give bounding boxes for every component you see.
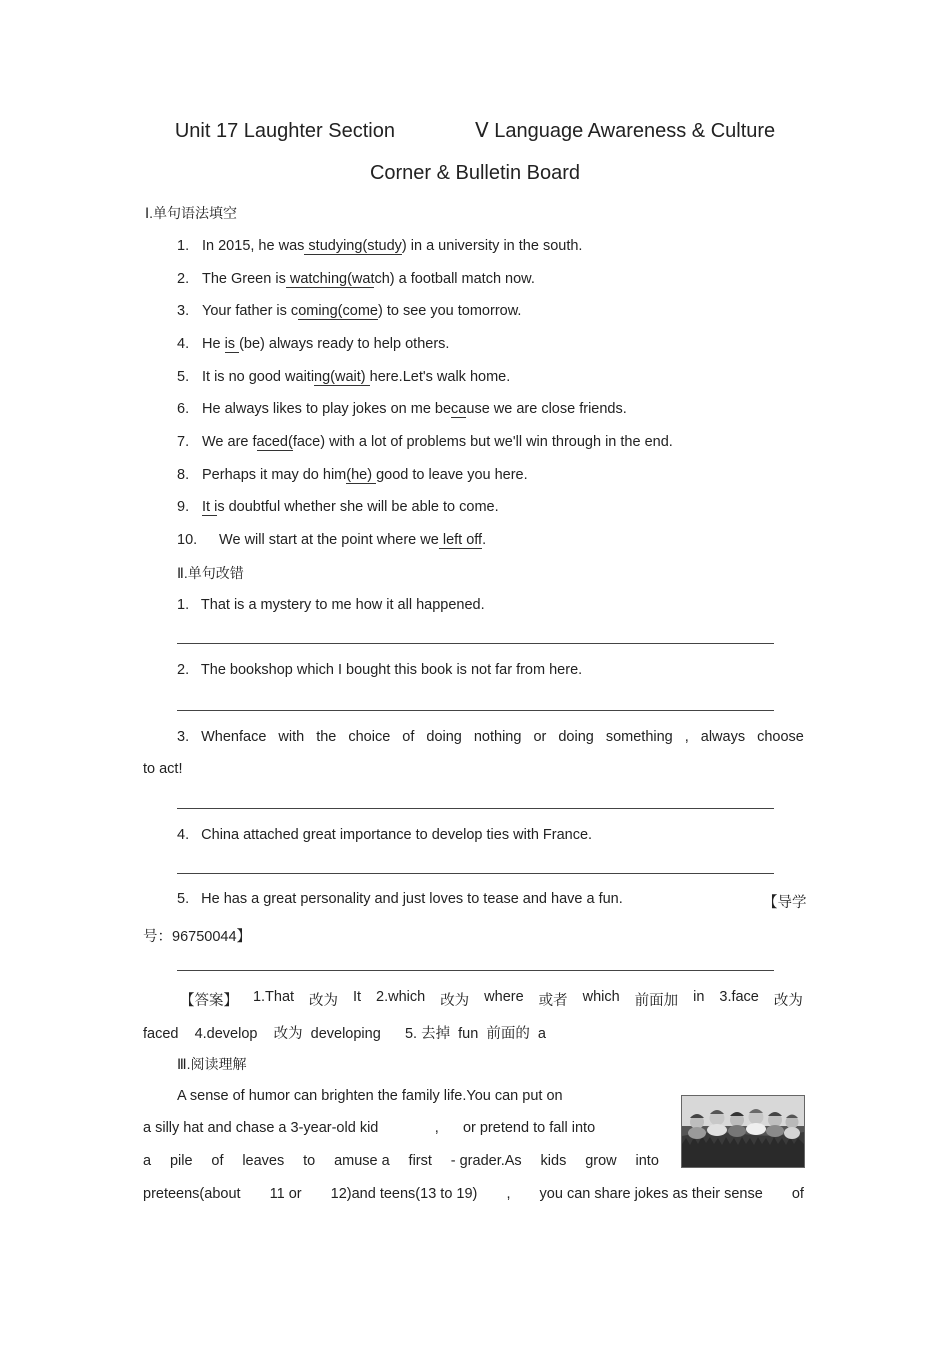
reading-word: - grader.As — [450, 1153, 522, 1169]
item-text: He always likes to play jokes on me be — [202, 401, 452, 417]
answer-key-word: 2.which — [376, 989, 426, 1005]
item-text: face) with a lot of problems but we'll win through in the end. — [292, 434, 673, 450]
q3-word: with — [278, 729, 305, 745]
q3-word: always — [700, 729, 746, 745]
q3-word: Whenface — [201, 729, 267, 745]
answer-key-line1 — [180, 989, 803, 1010]
reading-word: kids — [540, 1153, 567, 1169]
q3-word: , — [684, 729, 689, 745]
reading-word: amuse a — [334, 1153, 390, 1169]
item-number: 7. — [177, 434, 190, 450]
reading-word: first — [408, 1153, 432, 1169]
reading-word: 11 or — [269, 1186, 302, 1202]
q3-word: choice — [348, 729, 391, 745]
error-question-3 — [177, 729, 804, 745]
document-title-line2: Corner & Bulletin Board — [369, 162, 581, 184]
item-text: We are f — [202, 434, 257, 450]
reading-word: you can share jokes as their sense — [539, 1186, 763, 1202]
item-text: It is no good waiti — [202, 369, 315, 385]
item-number: 1. — [177, 238, 190, 254]
item-text: use we are close friends. — [466, 401, 627, 417]
q3-word: of — [402, 729, 415, 745]
q3-word: the — [316, 729, 337, 745]
error-question-5: 5. He has a great personality and just loves to tease and have a fun. — [177, 891, 623, 907]
error-question-2: 2. The bookshop which I bought this book is not far from here. — [177, 662, 583, 678]
q3-word: something — [605, 729, 673, 745]
item-text: good to leave you here. — [376, 467, 528, 483]
item-number: 4. — [177, 336, 190, 352]
answer-key-word: 改为 — [773, 993, 803, 1009]
item-answer: is — [224, 336, 240, 352]
item-number: 8. — [177, 467, 190, 483]
grammar-item-5 — [177, 369, 510, 385]
children-on-grass-photo — [681, 1095, 805, 1168]
item-text: ch) a football match now. — [374, 271, 535, 287]
section2-heading: Ⅱ.单句改错 — [177, 565, 244, 581]
item-text: (be) always ready to help others. — [239, 336, 450, 352]
item-answer: (he) — [346, 467, 377, 483]
answer-blank-3[interactable] — [177, 808, 774, 809]
reading-word: into — [635, 1153, 659, 1169]
reading-word: leaves — [242, 1153, 285, 1169]
answer-key-word: 前面加 — [634, 993, 679, 1009]
reading-line-4 — [143, 1186, 804, 1202]
q3-word: choose — [757, 729, 804, 745]
item-answer: left off — [438, 532, 483, 548]
q3-word: doing — [426, 729, 462, 745]
reading-line-3 — [143, 1153, 659, 1169]
reading-word: grow — [585, 1153, 617, 1169]
reading-word: to — [303, 1153, 316, 1169]
reading-word: pile — [169, 1153, 193, 1169]
grammar-item-6 — [177, 401, 627, 417]
answer-key-word: It — [353, 989, 362, 1005]
answer-key-word: 3.face — [719, 989, 759, 1005]
grammar-item-10 — [177, 532, 486, 548]
study-number-tag: 【导学 — [763, 895, 807, 911]
item-number: 2. — [177, 271, 190, 287]
answer-key-word: which — [582, 989, 620, 1005]
grammar-item-3 — [177, 303, 521, 319]
section3-heading: Ⅲ.阅读理解 — [177, 1056, 247, 1072]
reading-word: of — [211, 1153, 224, 1169]
answer-blank-4[interactable] — [177, 873, 774, 874]
item-text: ) to see you tomorrow. — [377, 303, 522, 319]
item-text: here.Let's walk home. — [369, 369, 511, 385]
item-text: We will start at the point where we — [211, 532, 439, 548]
reading-word: a — [143, 1153, 152, 1169]
item-number: 9. — [177, 499, 190, 515]
item-text: Your father is c — [202, 303, 299, 319]
q3-word: doing — [558, 729, 594, 745]
item-answer: oming(come — [298, 303, 378, 319]
answer-key-word: 【答案】 — [180, 993, 238, 1009]
error-question-1: 1. That is a mystery to me how it all happened. — [177, 597, 485, 613]
item-text: ) in a university in the south. — [401, 238, 583, 254]
reading-line-2: a silly hat and chase a 3-year-old kid , or pretend to fall into — [143, 1120, 596, 1136]
title-left: Unit 17 Laughter Section — [174, 120, 395, 142]
reading-word: of — [791, 1186, 804, 1202]
answer-key-word: in — [693, 989, 705, 1005]
item-number: 3. — [177, 303, 190, 319]
error-question-4: 4. China attached great importance to develop ties with France. — [177, 827, 593, 843]
grammar-item-9 — [177, 499, 499, 515]
item-number: 6. — [177, 401, 190, 417]
item-answer: It i — [202, 499, 218, 515]
item-text: Perhaps it may do him — [202, 467, 347, 483]
item-answer: ng(wait) — [314, 369, 370, 385]
children-photo-illustration — [682, 1096, 804, 1167]
grammar-item-7 — [177, 434, 673, 450]
answer-key-word: where — [484, 989, 524, 1005]
reading-word: , — [506, 1186, 511, 1202]
grammar-item-8 — [177, 467, 528, 483]
q3-word: 3. — [177, 729, 190, 745]
item-text: In 2015, he was — [202, 238, 305, 254]
answer-key-line2: faced 4.develop 改为 developing 5. 去掉 fun 前面的 a — [143, 1026, 546, 1042]
answer-key-word: 1.That — [252, 989, 295, 1005]
answer-blank-2[interactable] — [177, 710, 774, 711]
item-text: The Green is — [202, 271, 286, 287]
item-number: 10. — [177, 532, 198, 548]
grammar-item-4 — [177, 336, 449, 352]
item-answer: watching(wat — [285, 271, 375, 287]
section1-heading: Ⅰ.单句语法填空 — [145, 205, 238, 221]
reading-word: 12)and teens(13 to 19) — [330, 1186, 478, 1202]
answer-key-word: 改为 — [440, 993, 470, 1009]
error-question-3-continued: to act! — [143, 761, 183, 777]
reading-word: preteens(about — [143, 1186, 241, 1202]
q3-word: nothing — [473, 729, 522, 745]
study-number: 号：96750044】 — [143, 929, 252, 945]
answer-blank-1[interactable] — [177, 643, 774, 644]
item-text: . — [482, 532, 487, 548]
reading-line-1: A sense of humor can brighten the family life.You can put on — [177, 1088, 563, 1104]
answer-key-word: 或者 — [538, 993, 568, 1009]
item-text: s doubtful whether she will be able to come. — [217, 499, 499, 515]
item-number: 5. — [177, 369, 190, 385]
item-answer: studying(study — [304, 238, 402, 254]
answer-blank-5[interactable] — [177, 970, 774, 971]
grammar-item-2 — [177, 271, 535, 287]
item-answer: aced( — [256, 434, 293, 450]
grammar-item-1 — [177, 238, 582, 254]
document-title-line1 — [0, 118, 950, 143]
title-right: Ⅴ Language Awareness & Culture — [474, 120, 776, 142]
answer-key-word: 改为 — [309, 993, 339, 1009]
item-answer: ca — [451, 401, 467, 417]
item-text: He — [202, 336, 225, 352]
q3-word: or — [533, 729, 547, 745]
